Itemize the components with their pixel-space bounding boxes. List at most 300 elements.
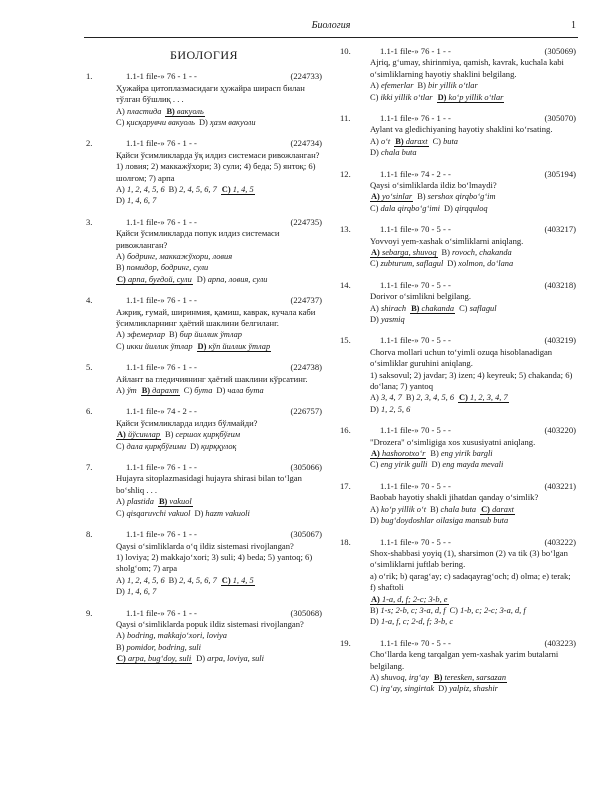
question-meta: [370, 638, 576, 649]
option-row: [116, 496, 322, 507]
answer-option: [450, 606, 526, 615]
option-letter: D): [370, 516, 379, 526]
option-letter: A): [371, 449, 380, 459]
option-text: 1-a, f, c; 2-d, f; 3-b, c: [380, 617, 454, 627]
option-text: arpa, bug‘doy, suli: [127, 654, 192, 664]
answer-option: [370, 81, 414, 90]
question-meta: [116, 462, 322, 473]
question-ref: 1.1-1 file-» 76 - 1 - -: [126, 138, 197, 149]
option-row: [370, 303, 576, 314]
correct-answer-option: [370, 192, 413, 202]
question-number: 11.: [340, 113, 351, 124]
answer-option: [370, 259, 443, 268]
question-number: 15.: [340, 335, 351, 346]
option-letter: B): [116, 642, 125, 652]
option-letter: A): [116, 497, 125, 507]
answer-option: [370, 148, 417, 157]
option-row: [370, 203, 576, 214]
question-code: (305067): [290, 529, 322, 540]
answer-option: [370, 93, 433, 102]
question-text: Yovvoyi yem-xashak o‘simliklarni aniqlang.: [370, 235, 524, 246]
answer-option: [116, 342, 193, 351]
option-row: [370, 80, 576, 91]
option-letter: B): [430, 504, 439, 514]
answer-option: [184, 386, 213, 395]
option-letter: C): [459, 393, 468, 403]
question-number: 4.: [86, 295, 93, 306]
option-letter: A): [116, 386, 125, 396]
option-row: [116, 653, 322, 664]
option-row: [116, 385, 322, 396]
option-letter: A): [117, 430, 126, 440]
right-column: [340, 46, 576, 705]
question-item: [340, 169, 576, 215]
question-number: 14.: [340, 279, 351, 290]
answer-option: [370, 606, 446, 615]
option-row: [370, 504, 576, 515]
question-item: [86, 71, 322, 128]
question-code: (226757): [290, 406, 322, 417]
option-text: 1, 2, 4, 5, 6: [126, 575, 165, 585]
answer-option: [370, 505, 426, 514]
question-text: Қайси ўсимликларда ўқ илдиз системаси ривожланган?: [116, 149, 320, 160]
option-text: arpa, loviya, suli: [207, 654, 264, 664]
option-text: dala qirqbo‘g‘imi: [380, 203, 440, 213]
option-text: 1, 2, 3, 4, 7: [469, 393, 508, 403]
option-text: 2, 4, 5, 6, 7: [179, 185, 217, 195]
option-letter: B): [168, 185, 177, 195]
answer-option: [116, 185, 165, 194]
question-text: Қайси ўсимликларда илдиз бўлмайди?: [116, 417, 258, 428]
question-ref: 1.1-1 file-» 74 - 2 - -: [126, 406, 197, 417]
question-number: 3.: [86, 216, 93, 227]
option-text: йўсинлар: [127, 430, 161, 440]
option-letter: A): [116, 330, 125, 340]
option-text: shirach: [380, 303, 407, 313]
option-letter: C): [117, 274, 126, 284]
option-text: чала бута: [227, 386, 264, 396]
option-text: vakuol: [169, 497, 192, 507]
correct-answer-option: [116, 430, 161, 440]
option-text: пластида: [126, 106, 162, 116]
correct-answer-option: [370, 449, 426, 459]
option-letter: C): [116, 441, 125, 451]
option-row: [116, 586, 322, 597]
option-text: bodring, makkajo‘xori, loviya: [126, 631, 227, 641]
option-row: [370, 616, 576, 627]
question-number: 19.: [340, 637, 351, 648]
answer-option: [116, 576, 165, 585]
question-code: (224737): [290, 295, 322, 306]
option-row: [370, 515, 576, 526]
option-row: [116, 274, 322, 285]
answer-option: [116, 118, 195, 127]
question-meta: [116, 608, 322, 619]
answer-option: [116, 442, 186, 451]
option-letter: D): [190, 441, 199, 451]
option-text: бодринг, маккажўхори, ловия: [126, 252, 233, 262]
option-letter: C): [370, 203, 379, 213]
question-code: (403222): [544, 536, 576, 547]
option-row: [116, 441, 322, 452]
answer-option: [116, 263, 208, 272]
answer-option: [116, 386, 137, 395]
page-number: 1: [571, 20, 576, 31]
question-text: 1) ловия; 2) маккажўхори; 3) сули; 4) беда; 5) янтоқ; 6) шолғом; 7) арпа: [116, 161, 316, 183]
question-text: Aylant va gledichiyaning hayotiy shaklini ko‘rsating.: [370, 124, 553, 135]
option-text: ikki yillik o‘tlar: [380, 92, 433, 102]
option-letter: C): [449, 605, 458, 615]
answer-option: [194, 509, 249, 518]
option-letter: D): [196, 654, 206, 664]
question-meta: [116, 71, 322, 82]
answer-option: [442, 248, 512, 257]
question-item: [340, 46, 576, 103]
option-text: икки йиллик ўтлар: [126, 341, 193, 351]
option-row: [370, 314, 576, 325]
option-letter: D): [370, 404, 379, 414]
answer-option: [417, 192, 495, 201]
option-letter: A): [371, 594, 380, 604]
question-item: [86, 362, 322, 396]
option-letter: A): [371, 248, 380, 258]
option-text: chakanda: [421, 303, 455, 313]
option-letter: C): [116, 341, 125, 351]
question-item: [340, 425, 576, 471]
option-text: yasmiq: [380, 315, 405, 325]
question-text: 1) loviya; 2) makkajo‘xori; 3) suli; 4) beda; 5) yantoq; 6) sholg‘om; 7) arpa: [116, 551, 313, 574]
header-title: Биология: [311, 20, 351, 31]
option-row: [116, 195, 322, 206]
answer-option: [370, 460, 427, 469]
option-text: rovoch, chakanda: [452, 248, 512, 258]
option-text: сершох қирқбўғим: [175, 430, 241, 440]
question-text: Qaysi o‘simliklarda o‘q ildiz sistemasi rivojlangan?: [116, 540, 294, 551]
option-text: daraxt: [405, 136, 428, 146]
question-meta: [370, 224, 576, 235]
option-text: zubturum, saflagul: [380, 259, 444, 269]
correct-answer-option: [158, 497, 193, 507]
option-text: qisqaruvchi vakuol: [126, 508, 191, 518]
correct-answer-option: [165, 107, 204, 117]
option-row: [370, 683, 576, 694]
question-meta: [370, 537, 576, 548]
answer-option: [190, 442, 236, 451]
question-ref: 1.1-1 file-» 76 - 1 - -: [126, 607, 197, 618]
question-ref: 1.1-1 file-» 70 - 5 - -: [380, 637, 451, 648]
option-letter: C): [459, 303, 468, 313]
correct-answer-option: [458, 393, 509, 403]
left-column: [86, 46, 322, 675]
question-code: (224734): [290, 138, 322, 149]
option-letter: B): [370, 605, 379, 615]
question-number: 18.: [340, 536, 351, 547]
question-item: [86, 462, 322, 519]
question-number: 17.: [340, 480, 351, 491]
answer-option: [116, 196, 156, 205]
question-meta: [370, 169, 576, 180]
option-letter: D): [194, 508, 204, 518]
question-code: (305194): [544, 168, 576, 179]
option-text: арпа, буғдой, сули: [127, 274, 192, 284]
question-code: (224735): [290, 216, 322, 227]
question-text: Cho‘llarda keng tarqalgan yem-xashak yarim butalarni belgilang.: [370, 649, 559, 671]
question-item: [340, 638, 576, 695]
option-letter: B): [158, 497, 168, 507]
question-meta: [370, 113, 576, 124]
option-row: [370, 448, 576, 459]
option-letter: C): [116, 508, 125, 518]
question-number: 12.: [340, 168, 351, 179]
question-text: Dorivor o‘simlikni belgilang.: [370, 291, 471, 302]
question-text: Chorva mollari uchun to‘yimli ozuqa hisoblanadigan o‘simliklar guruhini aniqlang.: [370, 346, 553, 369]
answer-option: [199, 118, 256, 127]
option-letter: B): [116, 263, 125, 273]
option-letter: B): [169, 330, 178, 340]
option-row: [370, 605, 576, 616]
option-letter: C): [221, 185, 231, 195]
option-text: bug‘doydoshlar oilasiga mansub buta: [380, 516, 509, 526]
question-code: (403217): [544, 224, 576, 235]
correct-answer-option: [141, 386, 180, 396]
option-text: chala buta: [440, 504, 477, 514]
option-letter: D): [197, 341, 207, 351]
option-text: эфемерлар: [126, 330, 166, 340]
question-code: (403220): [544, 425, 576, 436]
option-letter: D): [437, 92, 447, 102]
correct-answer-option: [197, 342, 272, 352]
option-letter: A): [116, 252, 125, 262]
option-text: qirqquloq: [454, 203, 488, 213]
question-meta: [116, 295, 322, 306]
question-number: 1.: [86, 71, 93, 82]
option-text: efemerlar: [380, 81, 414, 91]
question-item: [86, 608, 322, 665]
option-letter: C): [432, 136, 441, 146]
option-letter: D): [438, 684, 447, 694]
option-letter: D): [447, 259, 457, 269]
question-item: [340, 113, 576, 159]
question-item: [86, 138, 322, 206]
section-title: БИОЛОГИЯ: [169, 48, 239, 62]
option-row: [116, 251, 322, 262]
question-text: "Drozera" o‘simligiga xos xususiyatni aniqlang.: [370, 436, 536, 447]
question-item: [86, 217, 322, 285]
option-letter: C): [183, 386, 193, 396]
option-letter: B): [395, 136, 404, 146]
question-code: (305069): [544, 46, 576, 56]
question-item: [340, 481, 576, 527]
option-text: bir yillik o‘tlar: [427, 81, 478, 91]
option-text: xolmon, do‘lana: [458, 259, 514, 269]
option-row: [116, 262, 322, 273]
question-number: 8.: [86, 529, 93, 540]
question-item: [340, 335, 576, 415]
option-letter: C): [221, 575, 231, 585]
option-text: ўт: [126, 386, 137, 396]
option-row: [116, 508, 322, 519]
option-text: бир йиллик ўтлар: [179, 330, 242, 340]
question-meta: [370, 335, 576, 346]
question-meta: [116, 217, 322, 228]
option-row: [370, 258, 576, 269]
option-letter: D): [198, 118, 208, 128]
question-number: 13.: [340, 224, 351, 235]
question-ref: 1.1-1 file-» 70 - 5 - -: [380, 279, 451, 290]
option-letter: D): [116, 196, 125, 206]
option-text: 3, 4, 7: [380, 393, 402, 403]
correct-answer-option: [221, 185, 255, 195]
question-text: Hujayra sitoplazmasidagi hujayra shirasi bilan to‘lgan bo‘shliq . . .: [116, 473, 302, 495]
question-ref: 1.1-1 file-» 70 - 5 - -: [380, 480, 451, 491]
question-item: [340, 537, 576, 628]
option-text: o‘t: [380, 136, 391, 146]
option-letter: B): [405, 393, 415, 403]
answer-option: [116, 631, 227, 640]
option-text: 1, 4, 6, 7: [126, 196, 157, 206]
option-text: sebarga, shuvoq: [381, 248, 437, 258]
question-text: Ҳужайра цитоплазмасидаги ҳужайра ширасп билан тўлган бўшлиқ . . .: [116, 82, 305, 105]
question-ref: 1.1-1 file-» 74 - 2 - -: [380, 168, 451, 179]
option-row: [370, 247, 576, 258]
answer-option: [216, 386, 263, 395]
answer-option: [370, 315, 405, 324]
option-row: [370, 136, 576, 147]
option-text: pomidor, bodring, suli: [126, 642, 201, 652]
option-letter: A): [370, 81, 379, 91]
option-text: 1, 2, 5, 6: [380, 404, 411, 414]
option-text: арпа, ловия, сули: [207, 274, 268, 284]
correct-answer-option: [116, 275, 193, 285]
option-text: қирққулоқ: [201, 441, 237, 451]
answer-option: [116, 107, 161, 116]
option-letter: C): [370, 460, 379, 470]
running-header: [84, 20, 578, 34]
question-code: (224738): [290, 362, 322, 373]
question-item: [86, 406, 322, 452]
answer-option: [197, 275, 268, 284]
option-letter: B): [430, 449, 439, 459]
option-letter: D): [196, 274, 206, 284]
option-text: eng yirik gulli: [380, 460, 428, 470]
option-text: помидор, бодринг, сули: [126, 263, 209, 273]
answer-option: [370, 684, 434, 693]
answer-option: [370, 516, 508, 525]
correct-answer-option: [394, 137, 428, 147]
question-text: Ажриқ, ғумай, ширинмия, қамиш, каврак, кучала каби ўсимликларнинг ҳаётий шаклини белгиланг.: [116, 306, 316, 329]
answer-option: [430, 449, 492, 458]
question-ref: 1.1-1 file-» 76 - 1 - -: [126, 295, 197, 306]
option-letter: A): [370, 303, 379, 313]
header-rule: [84, 37, 578, 38]
option-letter: D): [431, 460, 441, 470]
option-letter: A): [370, 672, 379, 682]
option-row: [116, 341, 322, 352]
option-text: 1, 4, 5: [232, 185, 254, 195]
correct-answer-option: [480, 505, 515, 515]
question-number: 6.: [86, 406, 93, 417]
option-row: [370, 92, 576, 103]
answer-option: [116, 643, 201, 652]
option-row: [116, 117, 322, 128]
answer-option: [418, 81, 478, 90]
question-item: [86, 295, 322, 352]
option-text: chala buta: [380, 148, 417, 158]
option-letter: B): [168, 575, 177, 585]
question-ref: 1.1-1 file-» 70 - 5 - -: [380, 536, 451, 547]
option-text: 1-b, c; 2-c; 3-a, d, f: [460, 605, 526, 615]
option-text: ko‘p yillik o‘tlar: [448, 92, 504, 102]
option-row: [370, 672, 576, 683]
option-letter: B): [166, 106, 175, 116]
option-letter: D): [443, 203, 453, 213]
option-text: shuvoq, irg‘ay: [380, 672, 430, 682]
question-ref: 1.1-1 file-» 76 - 1 - -: [380, 113, 451, 124]
option-letter: A): [370, 393, 379, 403]
option-text: 1-a, d, f; 2-c; 3-b, e: [381, 594, 448, 604]
question-code: (403223): [544, 637, 576, 648]
option-text: 1, 4, 5: [232, 575, 254, 585]
option-letter: A): [371, 192, 380, 202]
correct-answer-option: [433, 673, 507, 683]
option-text: saflagul: [469, 303, 497, 313]
option-letter: C): [481, 504, 490, 514]
question-ref: 1.1-1 file-» 76 - 1 - -: [380, 46, 451, 56]
option-letter: C): [370, 92, 379, 102]
correct-answer-option: [410, 304, 455, 314]
option-letter: D): [370, 315, 379, 325]
question-number: 2.: [86, 138, 93, 149]
correct-answer-option: [370, 595, 449, 605]
answer-option: [431, 460, 503, 469]
option-row: [116, 106, 322, 117]
option-text: 1-s; 2-b, c; 3-a, d, f: [380, 605, 446, 615]
question-ref: 1.1-1 file-» 76 - 1 - -: [126, 462, 197, 473]
question-number: 7.: [86, 462, 93, 473]
option-text: дарахт: [152, 386, 179, 396]
question-meta: [116, 406, 322, 417]
option-row: [116, 329, 322, 340]
option-text: hazm vakuoli: [205, 508, 250, 518]
option-text: бута: [194, 386, 213, 396]
question-meta: [116, 362, 322, 373]
option-text: daraxt: [492, 504, 514, 514]
option-letter: C): [370, 684, 379, 694]
answer-option: [169, 330, 242, 339]
option-letter: C): [117, 654, 126, 664]
answer-option: [370, 617, 453, 626]
option-text: 2, 4, 5, 6, 7: [179, 575, 217, 585]
answer-option: [370, 137, 390, 146]
question-text: Ajriq, g‘umay, shirinmiya, qamish, kavrak, kuchala kabi o‘simliklarning hayotiy shaklini belgilang.: [370, 57, 564, 79]
option-text: кўп йиллик ўтлар: [208, 341, 271, 351]
option-text: eng yirik bargli: [440, 449, 493, 459]
option-text: hashorotxo‘r: [381, 449, 426, 459]
answer-option: [370, 304, 406, 313]
answer-option: [447, 259, 513, 268]
option-text: ҳазм вакуоли: [209, 118, 256, 128]
option-row: [370, 147, 576, 158]
option-row: [370, 594, 576, 605]
option-letter: B): [411, 303, 420, 313]
answer-option: [370, 204, 440, 213]
option-letter: B): [141, 386, 151, 396]
question-meta: [370, 280, 576, 291]
correct-answer-option: [370, 248, 438, 258]
answer-option: [165, 430, 240, 439]
question-item: [340, 224, 576, 270]
option-letter: A): [116, 631, 125, 641]
